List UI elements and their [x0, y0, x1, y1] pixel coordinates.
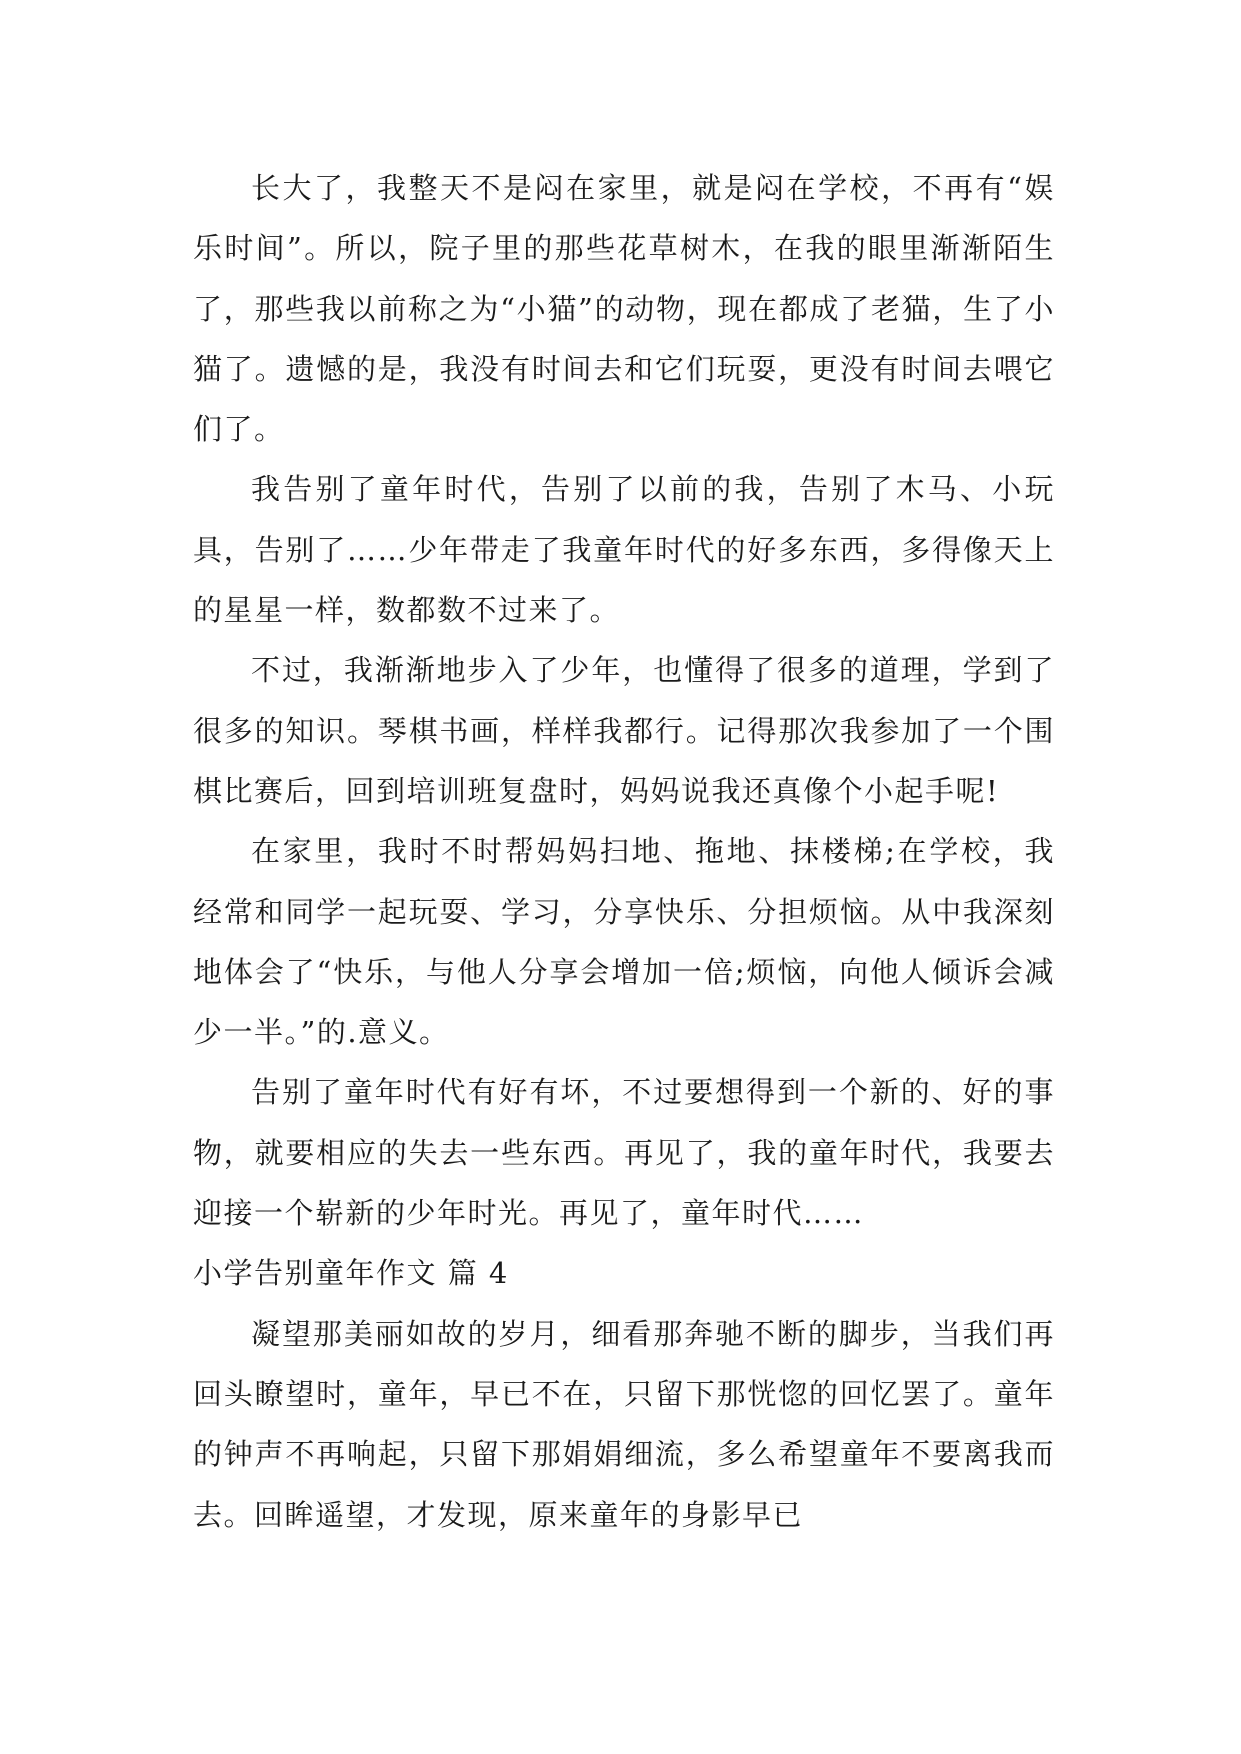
- paragraph-farewell-childhood: 我告别了童年时代，告别了以前的我，告别了木马、小玩具，告别了……少年带走了我童年时代的好多东西，多得像天上的星星一样，数都数不过来了。: [193, 472, 1055, 628]
- paragraph-entering-youth: 不过，我渐渐地步入了少年，也懂得了很多的道理，学到了很多的知识。琴棋书画，样样我都行。记得那次我参加了一个围棋比赛后，回到培训班复盘时，妈妈说我还真像个小起手呢!: [193, 653, 1055, 808]
- section-heading: 小学告别童年作文 篇 4: [193, 1256, 509, 1291]
- paragraph-grown-up: 长大了，我整天不是闷在家里，就是闷在学校，不再有“娱乐时间”。所以，院子里的那些花草树木，在我的眼里渐渐陌生了，那些我以前称之为“小猫”的动物，现在都成了老猫，生了小猫了。遗憾的是，我没有时间去和它们玩耍，更没有时间去喂它们了。: [193, 171, 1055, 447]
- paragraph-home-and-school: 在家里，我时不时帮妈妈扫地、拖地、抹楼梯;在学校，我经常和同学一起玩耍、学习，分享快乐、分担烦恼。从中我深刻地体会了“快乐，与他人分享会增加一倍;烦恼，向他人倾诉会减少一半。”的.意义。: [193, 834, 1055, 1050]
- document-body: [193, 158, 1055, 1545]
- paragraph-gazing-years: 凝望那美丽如故的岁月，细看那奔驰不断的脚步，当我们再回头瞭望时，童年，早已不在，只留下那恍惚的回忆罢了。童年的钟声不再响起，只留下那娟娟细流，多么希望童年不要离我而去。回眸遥望，才发现，原来童年的身影早已: [193, 1316, 1055, 1532]
- paragraph-goodbye: 告别了童年时代有好有坏，不过要想得到一个新的、好的事物，就要相应的失去一些东西。再见了，我的童年时代，我要去迎接一个崭新的少年时光。再见了，童年时代……: [193, 1075, 1055, 1231]
